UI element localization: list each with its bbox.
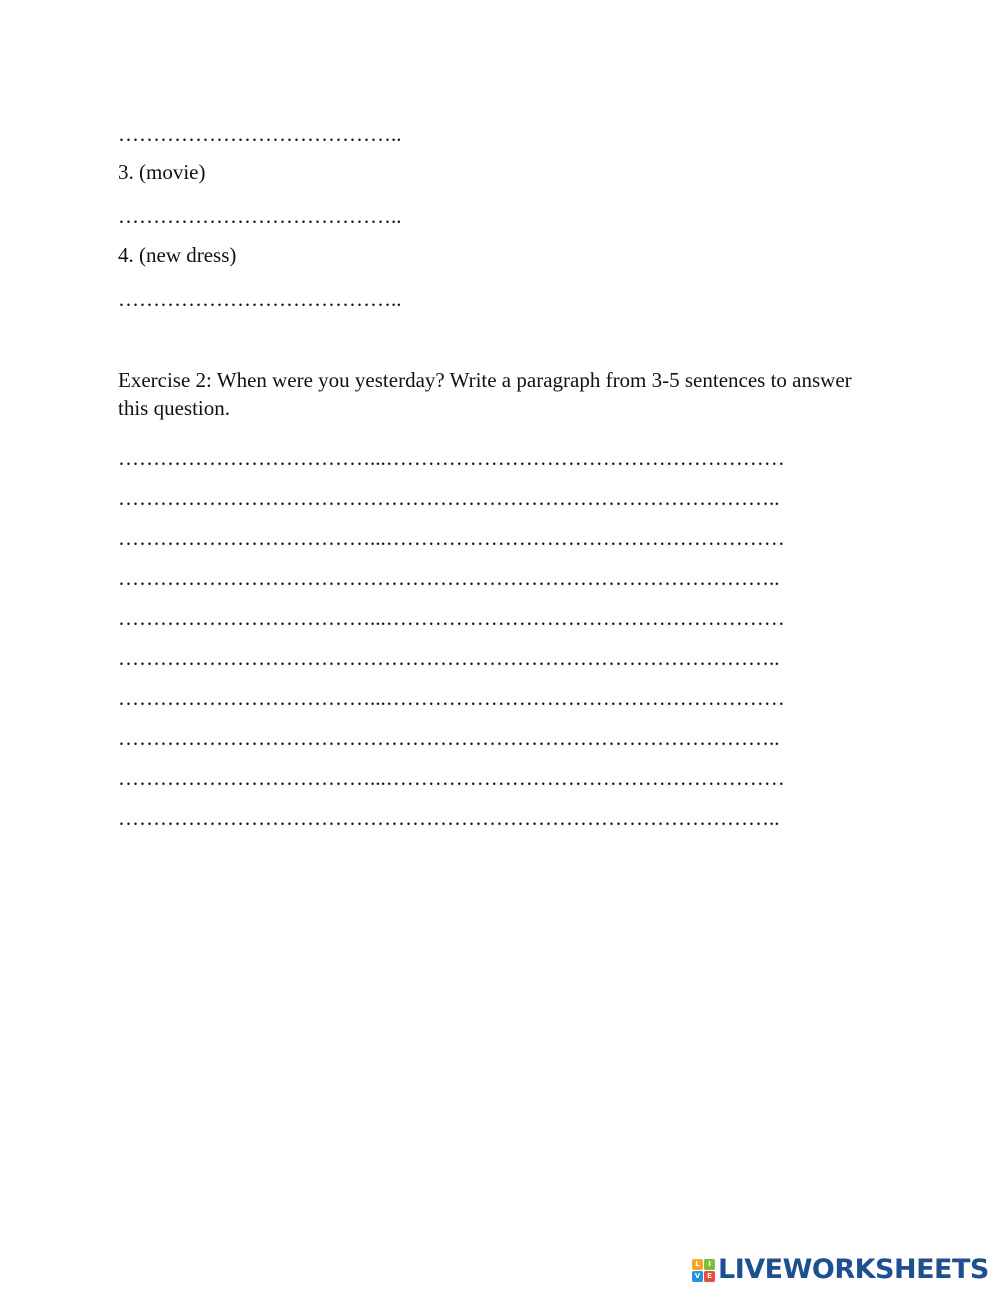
paragraph-answer-line[interactable]: ………………………………………………………………………………….. — [118, 806, 780, 830]
paragraph-answer-line[interactable]: ………………………………………………………………………………….. — [118, 726, 780, 750]
paragraph-answer-line[interactable]: ………………………………………………………………………………….. — [118, 646, 780, 670]
logo-mark-tile: V — [692, 1271, 703, 1282]
exercise-2-answer-area — [118, 438, 785, 838]
logo-mark-tile: E — [704, 1271, 715, 1282]
liveworksheets-logo-text: LIVEWORKSHEETS — [718, 1254, 989, 1285]
item-4-label: 4. (new dress) — [118, 243, 237, 267]
liveworksheets-logo — [692, 1254, 989, 1286]
paragraph-answer-line[interactable]: ………………………………...………………………………………………… — [118, 526, 785, 550]
answer-line-3[interactable]: ………………………………….. — [118, 204, 402, 228]
logo-mark-tile: I — [704, 1259, 715, 1270]
paragraph-answer-line[interactable]: ………………………………………………………………………………….. — [118, 566, 780, 590]
paragraph-answer-line[interactable]: ………………………………………………………………………………….. — [118, 486, 780, 510]
liveworksheets-logo-icon — [692, 1259, 715, 1282]
exercise-2-prompt: Exercise 2: When were you yesterday? Write a paragraph from 3-5 sentences to answer this question. — [118, 368, 852, 420]
paragraph-answer-line[interactable]: ………………………………...………………………………………………… — [118, 606, 785, 630]
item-3-label: 3. (movie) — [118, 160, 206, 184]
answer-line-2[interactable]: ………………………………….. — [118, 122, 402, 146]
logo-mark-tile: L — [692, 1259, 703, 1270]
paragraph-answer-line[interactable]: ………………………………...………………………………………………… — [118, 686, 785, 710]
paragraph-answer-line[interactable]: ………………………………...………………………………………………… — [118, 766, 785, 790]
answer-line-4[interactable]: ………………………………….. — [118, 287, 402, 311]
paragraph-answer-line[interactable]: ………………………………...………………………………………………… — [118, 446, 785, 470]
